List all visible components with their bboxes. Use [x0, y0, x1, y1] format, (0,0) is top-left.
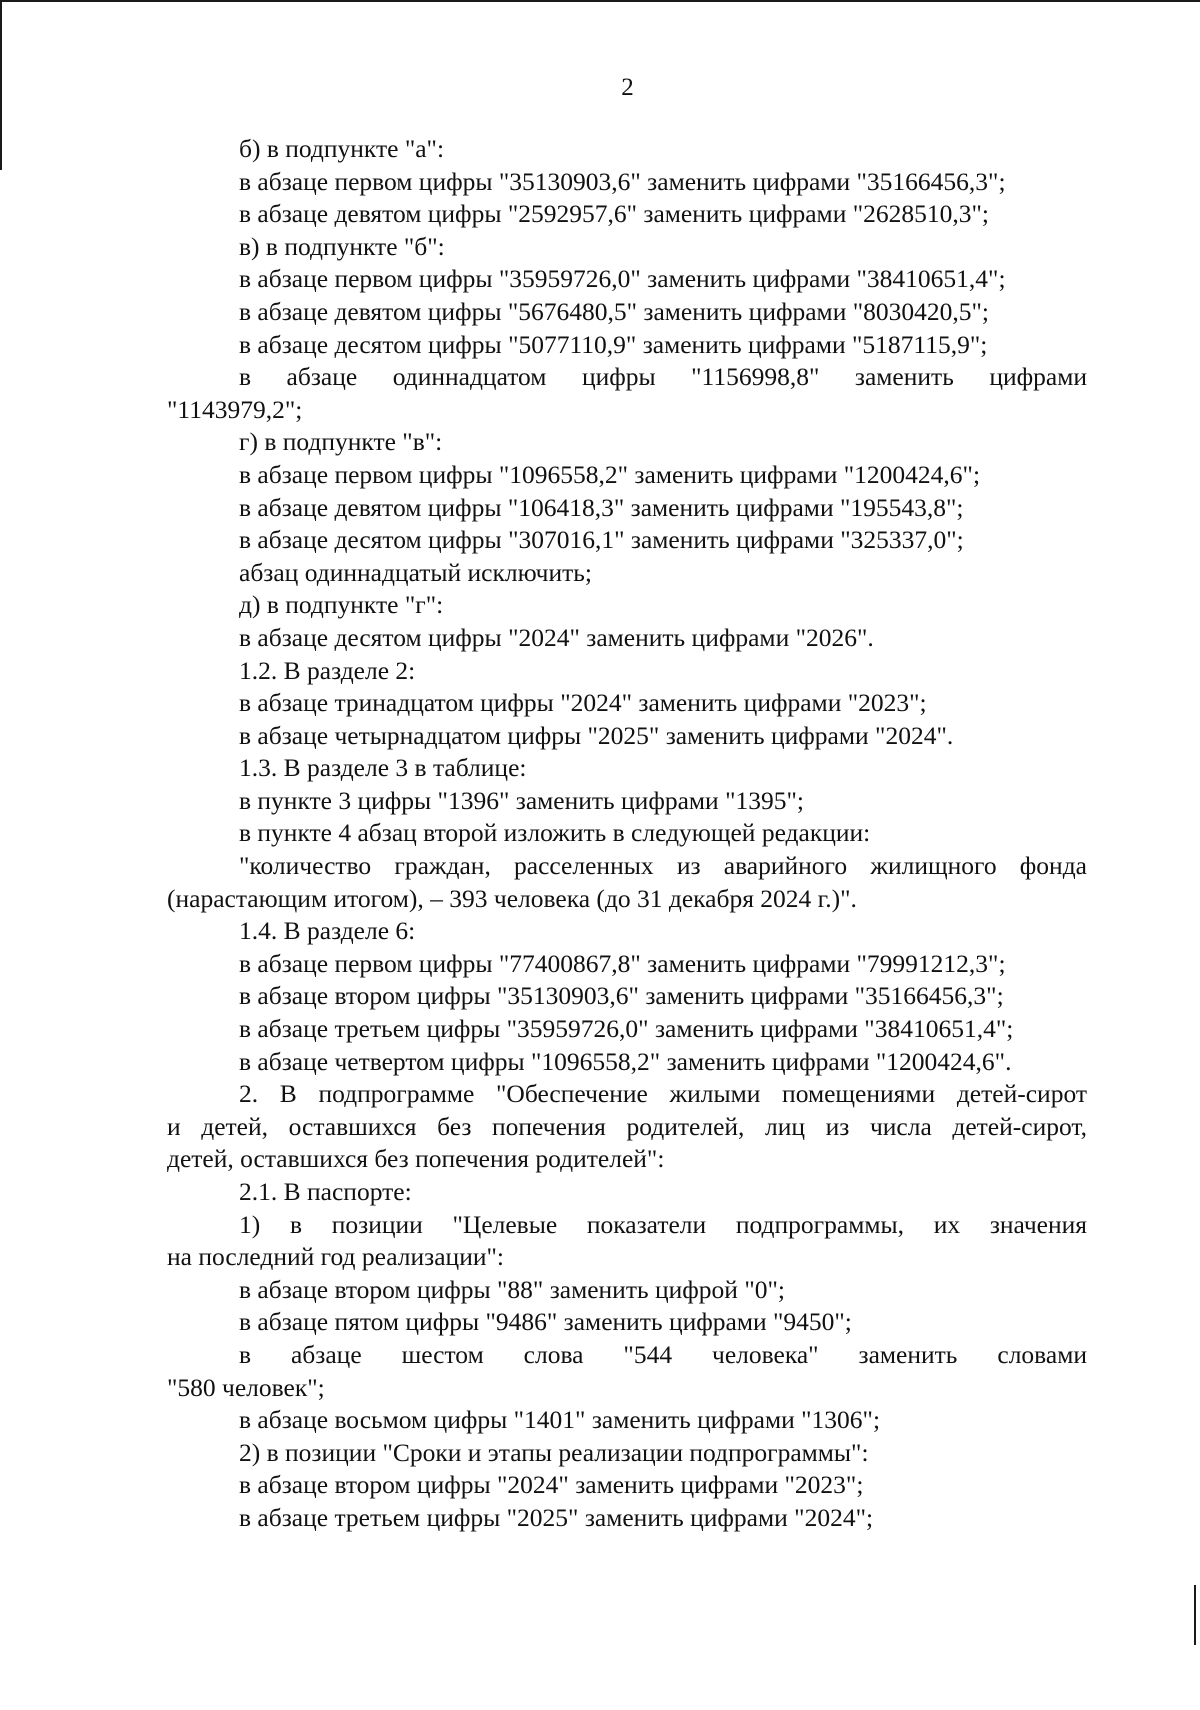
text-line: и детей, оставшихся без попечения родителей, лиц из числа детей-сирот, — [167, 1111, 1087, 1141]
text-line: в абзаце десятом цифры "5077110,9" заменить цифрами "5187115,9"; — [239, 329, 988, 359]
text-line: д) в подпункте "г": — [239, 590, 444, 620]
text-line: "количество граждан, расселенных из аварийного жилищного фонда — [239, 851, 1087, 881]
text-line: детей, оставшихся без попечения родителей": — [167, 1144, 665, 1174]
text-line: на последний год реализации": — [167, 1242, 504, 1272]
text-line: абзац одиннадцатый исключить; — [239, 557, 593, 587]
text-line: в абзаце десятом цифры "2024" заменить цифрами "2026". — [239, 622, 874, 652]
text-line: в абзаце шестом слова "544 человека" заменить словами — [239, 1339, 1087, 1369]
text-line: в абзаце четырнадцатом цифры "2025" заменить цифрами "2024". — [239, 720, 954, 750]
text-line: в абзаце тринадцатом цифры "2024" заменить цифрами "2023"; — [239, 688, 927, 718]
text-line: в абзаце одиннадцатом цифры "1156998,8" заменить цифрами — [239, 362, 1087, 392]
text-line: в абзаце четвертом цифры "1096558,2" заменить цифрами "1200424,6". — [239, 1046, 1012, 1076]
text-line: в абзаце третьем цифры "2025" заменить цифрами "2024"; — [239, 1502, 874, 1532]
text-line: г) в подпункте "в": — [239, 427, 443, 457]
text-line: в абзаце первом цифры "35959726,0" заменить цифрами "38410651,4"; — [239, 264, 1006, 294]
text-line: в абзаце втором цифры "2024" заменить цифрами "2023"; — [239, 1470, 864, 1500]
text-line: 1.3. В разделе 3 в таблице: — [239, 753, 527, 783]
text-line: в абзаце первом цифры "35130903,6" заменить цифрами "35166456,3"; — [239, 166, 1006, 196]
text-line: б) в подпункте "а": — [239, 134, 445, 163]
text-line: 2. В подпрограмме "Обеспечение жилыми помещениями детей-сирот — [239, 1079, 1087, 1109]
text-line: в абзаце девятом цифры "5676480,5" заменить цифрами "8030420,5"; — [239, 296, 989, 326]
text-line: в абзаце девятом цифры "2592957,6" заменить цифрами "2628510,3"; — [239, 199, 989, 229]
text-line: в абзаце десятом цифры "307016,1" заменить цифрами "325337,0"; — [239, 525, 964, 555]
scan-top-edge — [0, 0, 1200, 2]
text-line: в абзаце первом цифры "77400867,8" заменить цифрами "79991212,3"; — [239, 948, 1006, 978]
text-line: в абзаце третьем цифры "35959726,0" заменить цифрами "38410651,4"; — [239, 1014, 1014, 1044]
text-line: 1.2. В разделе 2: — [239, 655, 416, 685]
text-line: в абзаце пятом цифры "9486" заменить цифрами "9450"; — [239, 1307, 852, 1337]
page-number: 2 — [621, 74, 634, 101]
text-line: в абзаце втором цифры "88" заменить цифрой "0"; — [239, 1274, 785, 1304]
text-line: 2) в позиции "Сроки и этапы реализации подпрограммы": — [239, 1437, 869, 1467]
document-body — [167, 133, 1087, 1535]
text-line: в) в подпункте "б": — [239, 231, 445, 261]
text-line: в пункте 3 цифры "1396" заменить цифрами "1395"; — [239, 785, 804, 815]
text-line: "1143979,2"; — [167, 394, 303, 424]
text-line: (нарастающим итогом), – 393 человека (до 31 декабря 2024 г.)". — [167, 883, 857, 913]
text-line: в абзаце девятом цифры "106418,3" заменить цифрами "195543,8"; — [239, 492, 964, 522]
text-line: 1.4. В разделе 6: — [239, 916, 416, 946]
text-line: 1) в позиции "Целевые показатели подпрограммы, их значения — [239, 1209, 1087, 1239]
scan-right-edge — [1194, 1585, 1196, 1645]
text-line: "580 человек"; — [167, 1372, 325, 1402]
text-line: в абзаце первом цифры "1096558,2" заменить цифрами "1200424,6"; — [239, 459, 981, 489]
text-line: 2.1. В паспорте: — [239, 1177, 412, 1206]
text-line: в пункте 4 абзац второй изложить в следующей редакции: — [239, 818, 871, 848]
text-line: в абзаце восьмом цифры "1401" заменить цифрами "1306"; — [239, 1405, 881, 1435]
text-line: в абзаце втором цифры "35130903,6" заменить цифрами "35166456,3"; — [239, 981, 1004, 1011]
